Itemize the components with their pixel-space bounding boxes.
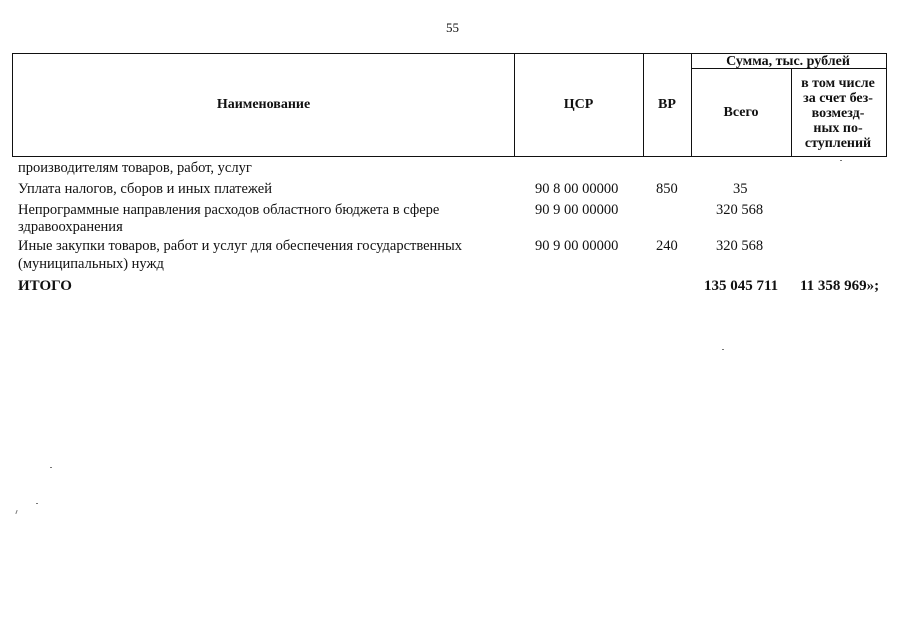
header-including-line: ступлений	[804, 135, 872, 151]
row-vr: 850	[656, 181, 678, 197]
scan-speck	[36, 503, 38, 504]
table-header	[12, 53, 887, 157]
total-gratuitous: 11 358 969»;	[800, 278, 880, 294]
total-label: ИТОГО	[18, 278, 72, 294]
header-including-line: ных по-	[813, 120, 863, 136]
header-vr: ВР	[658, 97, 676, 112]
row-total: 320 568	[716, 238, 764, 254]
header-total: Всего	[723, 104, 759, 120]
page-number: 55	[446, 20, 459, 35]
header-including-line: за счет без-	[803, 90, 873, 106]
scan-speck	[15, 510, 17, 514]
scan-speck	[840, 160, 842, 161]
header-including-line: возмезд-	[811, 105, 865, 121]
row-vr: 240	[656, 238, 678, 254]
row-csr: 90 9 00 00000	[535, 238, 619, 254]
row-total: 35	[733, 181, 748, 197]
header-including-line: в том числе	[801, 75, 875, 91]
header-including	[791, 70, 885, 156]
header-csr: ЦСР	[563, 97, 594, 112]
header-sum: Сумма, тыс. рублей	[726, 54, 850, 69]
total-sum: 135 045 711	[704, 278, 779, 294]
row-name-continued: (муниципальных) нужд	[18, 256, 164, 272]
row-name: Уплата налогов, сборов и иных платежей	[18, 181, 272, 197]
scan-speck	[50, 467, 52, 468]
row-name: производителям товаров, работ, услуг	[18, 160, 252, 176]
row-name: Непрограммные направления расходов областного бюджета в сфере	[18, 202, 440, 218]
row-csr: 90 8 00 00000	[535, 181, 619, 197]
row-csr: 90 9 00 00000	[535, 202, 619, 218]
scan-speck	[722, 349, 724, 350]
header-name: Наименование	[216, 97, 311, 112]
row-name-continued: здравоохранения	[18, 219, 123, 235]
row-name: Иные закупки товаров, работ и услуг для обеспечения государственных	[18, 238, 463, 254]
row-total: 320 568	[716, 202, 764, 218]
